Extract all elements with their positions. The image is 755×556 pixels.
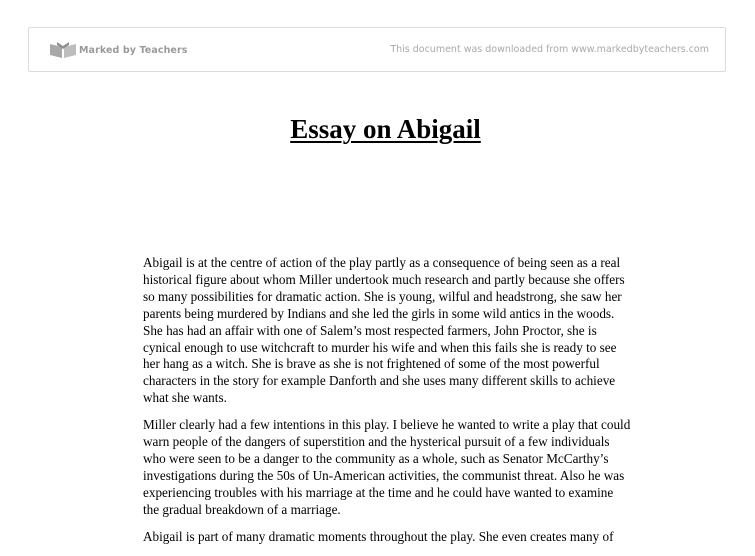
paragraph: Abigail is part of many dramatic moments throughout the play. She even creates many of (143, 528, 614, 544)
brand-logo[interactable] (49, 41, 188, 59)
site-header (28, 27, 726, 72)
brand-name: Marked by Teachers (79, 44, 188, 56)
essay-body (143, 255, 631, 556)
paragraph: Miller clearly had a few intentions in this play. I believe he wanted to write a play that could warn people of the dangers of superstition and the hysterical pursuit of a few individuals who were seen to be a danger to the community as a whole, such as Senator McCarthy’s investigations during the 50s of Un-American activities, the communist threat. Also he was experiencing troubles with his marriage at the time and he could have wanted to examine the gradual breakdown of a marriage. (143, 417, 631, 517)
download-source-note: This document was downloaded from www.markedbyteachers.com (390, 44, 709, 55)
paragraph: Abigail is at the centre of action of the play partly as a consequence of being seen as a real historical figure about whom Miller undertook much research and partly because she offers so many possibilities for dramatic action. She is young, wilful and headstrong, she saw her parents being murdered by Indians and she led the girls in some wild antics in the woods. She has had an affair with one of Salem’s most respected farmers, John Proctor, she is cynical enough to use witchcraft to murder his wife and when this fails she is ready to see her hang as a witch. She is brave as she is not frightened of some of the most powerful characters in the story for example Danforth and she uses many different skills to achieve what she wants. (143, 255, 625, 406)
open-book-icon (49, 41, 77, 59)
document-title-text: Essay on Abigail (290, 114, 481, 144)
document-title (0, 113, 755, 145)
